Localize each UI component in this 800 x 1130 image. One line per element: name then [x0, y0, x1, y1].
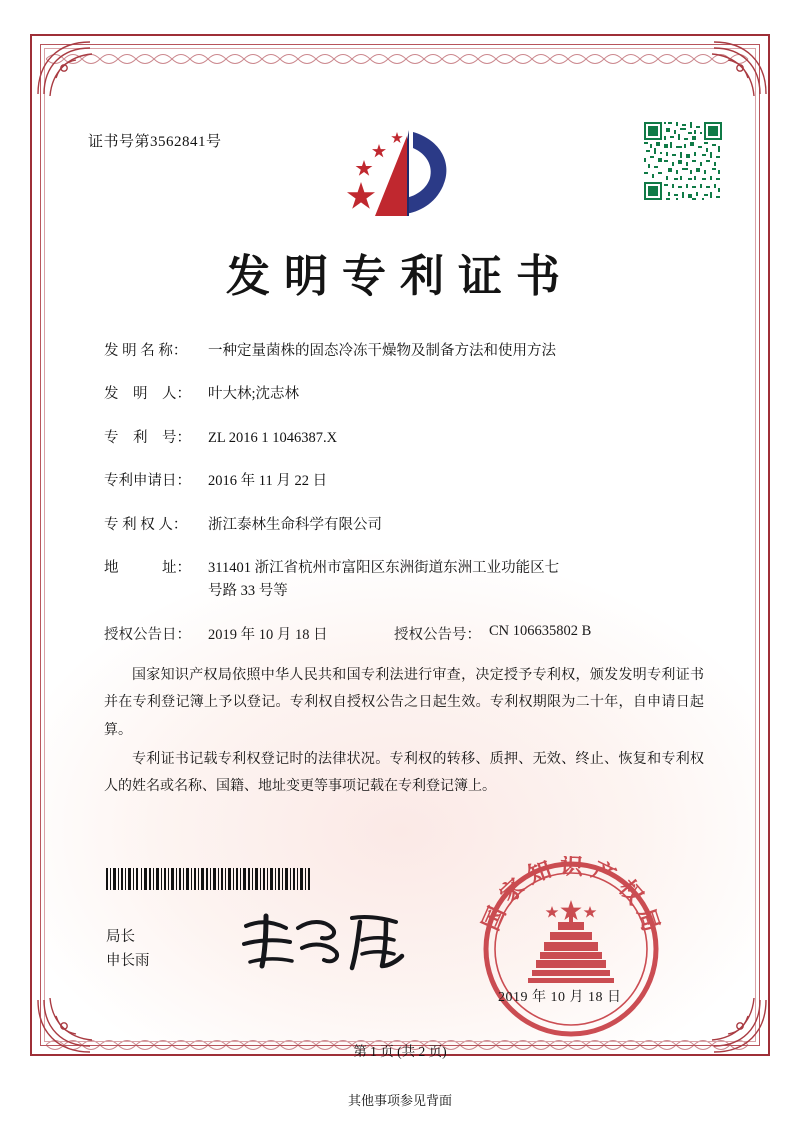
seal-date: 2019 年 10 月 18 日: [498, 990, 622, 1005]
qr-code: [644, 122, 722, 200]
field-value: 一种定量菌株的固态冷冻干燥物及制备方法和使用方法: [208, 343, 556, 359]
field-list: [104, 340, 704, 665]
grant-number-value: CN 106635802 B: [489, 623, 592, 640]
paragraph-1: 国家知识产权局依照中华人民共和国专利法进行审查，决定授予专利权，颁发发明专利证书并在专利登记簿上予以登记。专利权自授权公告之日起生效。专利权期限为二十年，自申请日起算。: [104, 668, 704, 738]
signature-block: [106, 926, 150, 974]
field-grant-info: [104, 623, 704, 644]
cnipa-patent-logo: [335, 124, 465, 228]
field-invention-title: [104, 340, 704, 362]
paragraph-2: 专利证书记载专利权登记时的法律状况。专利权的转移、质押、无效、终止、恢复和专利权人的姓名或名称、国籍、地址变更等事项记载在专利登记簿上。: [104, 751, 704, 795]
field-address: [104, 557, 704, 602]
field-inventors: [104, 383, 704, 405]
page-indicator: 第 1 页 (共 2 页): [353, 1044, 447, 1059]
field-label: 专利申请日：: [104, 473, 191, 490]
field-value: [208, 557, 704, 602]
page-title: 发明专利证书: [226, 252, 574, 301]
grant-date-value: 2019 年 10 月 18 日: [208, 627, 328, 644]
barcode: [106, 868, 312, 890]
field-label: 发 明 人：: [104, 386, 191, 403]
field-patent-number: [104, 427, 704, 449]
certificate-number: 证书号第3562841号: [88, 134, 222, 150]
grant-number-label: 授权公告号：: [394, 627, 481, 644]
field-label: 专 利 权 人：: [104, 516, 188, 533]
signature-name: 申长雨: [106, 952, 150, 969]
footer-note: 其他事项参见背面: [347, 1093, 452, 1108]
field-patentee: [104, 514, 704, 536]
svg-text:国家知识产权局: 国家知识产权局: [478, 856, 664, 942]
field-label: 发 明 名 称：: [104, 343, 188, 359]
legal-text: [104, 662, 704, 802]
field-label: 地 址：: [104, 560, 191, 577]
field-value: 浙江泰林生命科学有限公司: [208, 516, 382, 533]
field-value-line2: 号路 33 号等: [208, 582, 288, 599]
field-value: 2016 年 11 月 22 日: [208, 473, 328, 490]
field-application-date: [104, 470, 704, 492]
field-value-line1: 311401 浙江省杭州市富阳区东洲街道东洲工业功能区七: [208, 560, 560, 577]
field-value: 叶大林;沈志林: [208, 386, 300, 403]
national-intellectual-property-administration-seal: [478, 856, 664, 1042]
field-value: ZL 2016 1 1046387.X: [208, 429, 338, 446]
grant-date-label: 授权公告日：: [104, 627, 191, 644]
signature-role: 局长: [106, 929, 135, 945]
handwritten-signature: [236, 908, 426, 974]
field-label: 专 利 号：: [104, 429, 191, 446]
